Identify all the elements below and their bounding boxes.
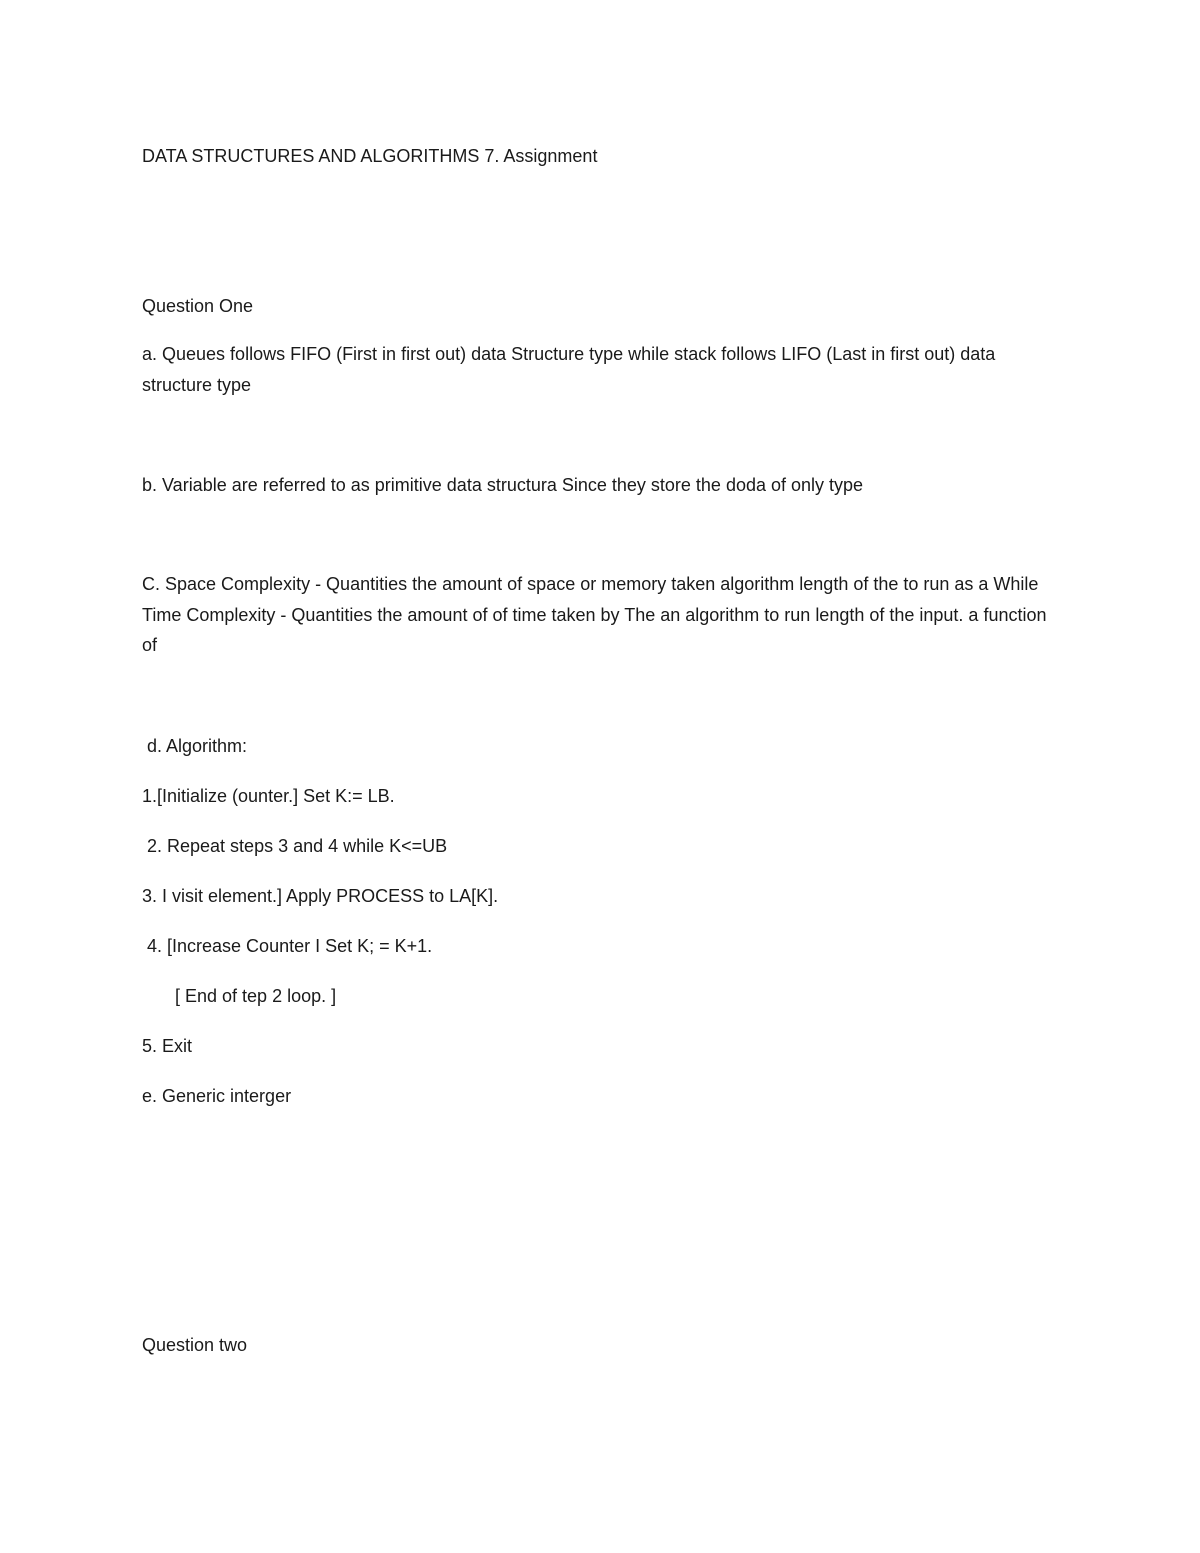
algorithm-step-5: 5. Exit <box>142 1036 193 1056</box>
algorithm-step-1: 1.[Initialize (ounter.] Set K:= LB. <box>142 786 395 806</box>
algorithm-step-4: 4. [Increase Counter I Set K; = K+1. <box>142 936 433 956</box>
question-one-heading: Question One <box>142 296 254 316</box>
algorithm-loop-end: [ End of tep 2 loop. ] <box>175 986 337 1006</box>
algorithm-step-2: 2. Repeat steps 3 and 4 while K<=UB <box>142 836 448 856</box>
answer-b: b. Variable are referred to as primitive data structura Since they store the doda of only type <box>142 475 864 495</box>
answer-d-heading: d. Algorithm: <box>142 736 248 756</box>
document-title: DATA STRUCTURES AND ALGORITHMS 7. Assignment <box>142 146 598 166</box>
algorithm-step-3: 3. I visit element.] Apply PROCESS to LA[K]. <box>142 886 499 906</box>
answer-e: e. Generic interger <box>142 1086 292 1106</box>
answer-c: C. Space Complexity - Quantities the amount of space or memory taken algorithm length of the to run as a While Time Complexity - Quantities the amount of of time taken by The an algorithm to run length of the input. a function of <box>142 574 1047 655</box>
answer-a: a. Queues follows FIFO (First in first out) data Structure type while stack follows LIFO (Last in first out) data structure type <box>142 344 996 395</box>
question-two-heading: Question two <box>142 1335 248 1355</box>
